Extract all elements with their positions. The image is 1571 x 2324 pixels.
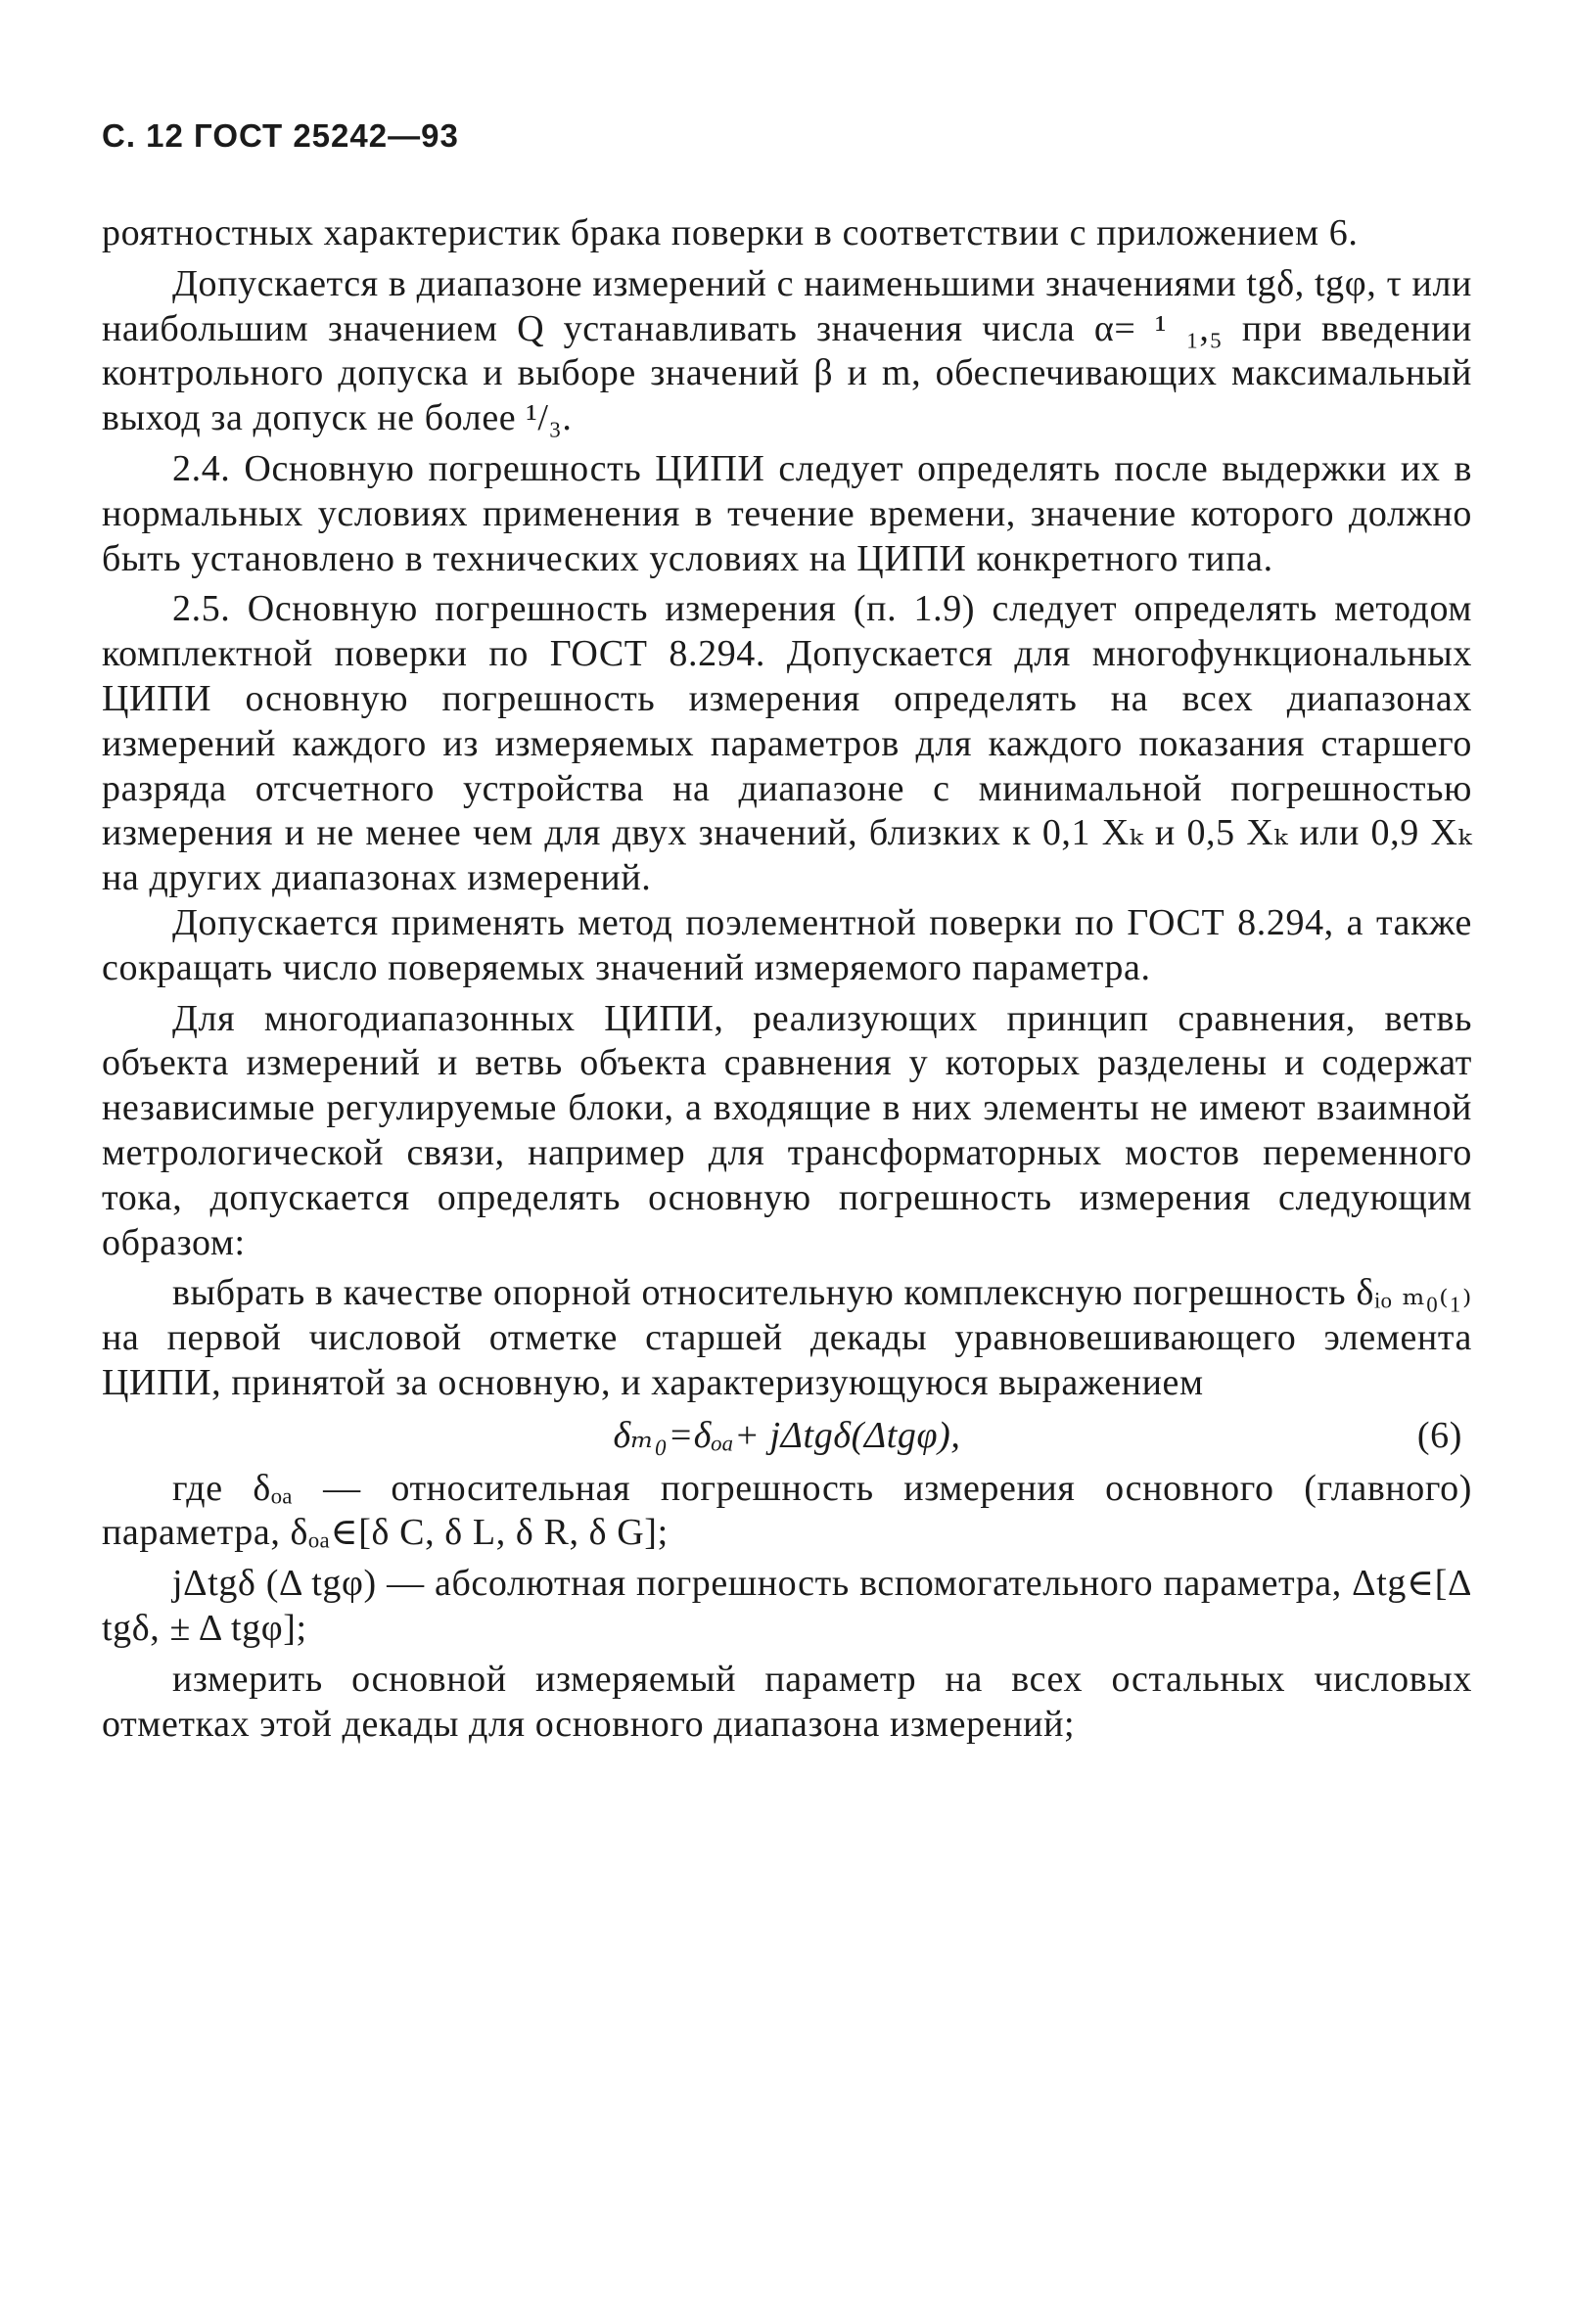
equation-number: (6) (1416, 1414, 1462, 1456)
paragraph-reference-error: выбрать в качестве опорной относительную комплексную погрешность δᵢₒ ₘ₀₍₁₎ на первой числовой отметке старшей декады уравновешивающего элемента ЦИПИ, принятой за основную, и характеризующуюся выражением (102, 1272, 1472, 1403)
paragraph-2-5: 2.5. Основную погрешность измерения (п. 1.9) следует определять методом комплектной поверки по ГОСТ 8.294. Допускается для многофункциональных ЦИПИ основную погрешность измерения определять на всех диапазонах измерений каждого из измеряемых параметров для каждого показания старшего разряда отсчетного устройства на диапазоне с минимальной погрешностью измерения и не менее чем для двух значений, близких к 0,1 Xₖ и 0,5 Xₖ или 0,9 Xₖ на других диапазонах измерений. (102, 588, 1472, 899)
paragraph-measure-remaining: измерить основной измеряемый параметр на всех остальных числовых отметках этой декады для основного диапазона измерений; (102, 1658, 1472, 1745)
definition-delta-oa: где δₒₐ — относительная погрешность измерения основного (главного) параметра, δₒₐ∈[δ C, δ L, δ R, δ G]; (102, 1467, 1472, 1554)
paragraph-2-4: 2.4. Основную погрешность ЦИПИ следует определять после выдержки их в нормальных условиях применения в течение времени, значение которого должно быть установлено в технических условиях на ЦИПИ конкретного типа. (102, 447, 1472, 579)
formula-expression: δₘ₀=δₒₐ+ jΔtgδ(Δtgφ), (613, 1414, 961, 1456)
definition-j-delta-tg: jΔtgδ (Δ tgφ) — абсолютная погрешность вспомогательного параметра, Δtg∈[Δ tgδ, ± Δ tgφ]; (102, 1563, 1472, 1649)
paragraph-multirange: Для многодиапазонных ЦИПИ, реализующих принцип сравнения, ветвь объекта измерений и ветвь объекта сравнения у которых разделены и содержат независимые регулируемые блоки, а входящие в них элементы не имеют взаимной метрологической связи, например для трансформаторных мостов переменного тока, допускается определять основную погрешность измерения следующим образом: (102, 997, 1472, 1263)
running-header: С. 12 ГОСТ 25242—93 (102, 117, 459, 154)
formula-6 (102, 1414, 1472, 1459)
paragraph-element-method: Допускается применять метод поэлементной поверки по ГОСТ 8.294, а также сокращать число поверяемых значений измеряемого параметра. (102, 901, 1472, 988)
paragraph-continuation: роятностных характеристик брака поверки в соответствии с приложением 6. (102, 212, 1359, 253)
paragraph-tolerance-alpha: Допускается в диапазоне измерений с наименьшими значениями tgδ, tgφ, τ или наибольшим значением Q устанавливать значения числа α= ¹ ₁,₅ при введении контрольного допуска и выборе значений β и m, обеспечивающих максимальный выход за допуск не более ¹/₃. (102, 262, 1472, 439)
body-text (102, 211, 1472, 1747)
